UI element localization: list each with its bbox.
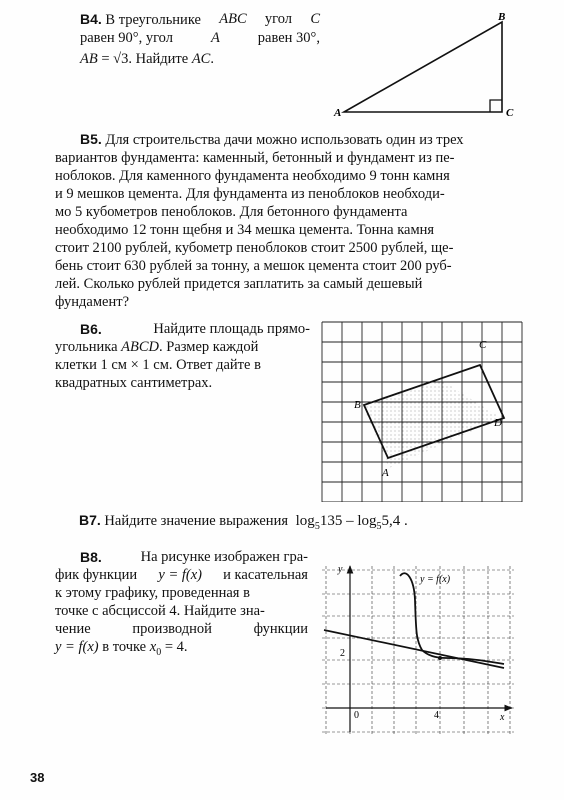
log-arg-1: 135	[319, 513, 343, 529]
tangent-point	[438, 656, 442, 660]
math-fx: y = f(x)	[158, 567, 202, 583]
text-line: необходимо 12 тонн щебня и 34 мешка цемента. Тонна камня	[55, 222, 435, 238]
label-a: A	[334, 107, 342, 119]
page-number: 38	[30, 770, 45, 785]
text-line: фундамент?	[55, 294, 130, 310]
triangle-figure	[330, 8, 530, 123]
label-b: B	[354, 399, 361, 411]
text-line: Для строительства дачи можно использовать один из трех	[105, 132, 464, 148]
right-angle-mark	[490, 100, 502, 112]
problem-number: B4.	[80, 11, 102, 27]
problem-text: В треугольнике	[105, 12, 201, 28]
label-c: C	[506, 107, 514, 119]
problem-number: B5.	[80, 131, 102, 147]
math-x0	[149, 639, 162, 658]
label-d: D	[494, 417, 502, 429]
log-base-2: 5	[376, 521, 382, 532]
grid-rectangle-figure	[318, 318, 528, 502]
tick-label-y: 2	[340, 648, 345, 659]
problem-text: квадратных сантиметрах.	[55, 375, 213, 391]
problem-number: B8.	[80, 549, 102, 565]
problem-number: B6.	[80, 321, 102, 337]
math-ab: AB	[80, 51, 98, 67]
problem-text: угольника	[55, 339, 118, 355]
text-line: вариантов фундамента: каменный, бетонный и фундамент из пе-	[55, 150, 455, 166]
axis-label-x: x	[500, 712, 505, 723]
text-line: бень стоит 630 рублей за тонну, а мешок цемента стоит 200 руб-	[55, 258, 452, 274]
problem-text: точке с абсциссой 4. Найдите зна-	[55, 603, 265, 619]
problem-text: = 4.	[164, 639, 188, 655]
log-arg-2: 5,4	[381, 513, 401, 529]
problem-b6	[55, 320, 310, 392]
axis-label-y: y	[338, 564, 343, 575]
problem-text: Найдите значение выражения	[104, 513, 289, 529]
punct: .	[210, 51, 214, 67]
problem-b4	[80, 10, 320, 68]
log-1: log	[295, 513, 315, 529]
problem-text: в точке	[102, 639, 147, 655]
tangent-line	[324, 630, 504, 668]
shaded-area	[363, 380, 501, 468]
label-c: C	[479, 339, 487, 351]
math-eq: =	[101, 51, 110, 67]
function-graph-figure	[318, 560, 518, 738]
problem-b8	[55, 548, 308, 662]
problem-text: и касательная	[223, 567, 308, 583]
minus-sign: –	[346, 513, 354, 529]
math-abc: ABC	[219, 11, 247, 27]
math-ac: AC	[191, 51, 211, 67]
problem-text: На рисунке изображен гра-	[140, 549, 308, 565]
tick-label-x: 4	[434, 710, 439, 721]
text-line: и 9 мешков цемента. Для фундамента из пеноблоков необходи-	[55, 186, 445, 202]
triangle-abc	[344, 22, 502, 112]
problem-text: к этому графику, проведенная в	[55, 585, 250, 601]
x0-var: x	[149, 639, 157, 655]
problem-text: фик функции	[55, 567, 138, 583]
problem-text: . Размер каждой	[159, 339, 259, 355]
problem-text: равен 90°, угол	[80, 30, 173, 46]
problem-text: чение производной функции	[55, 621, 308, 637]
math-a: A	[210, 30, 220, 46]
math-fx: y = f(x)	[55, 639, 99, 655]
problem-text: Найдите площадь прямо-	[153, 321, 310, 337]
math-c: C	[310, 11, 320, 27]
curve-label: y = f(x)	[420, 574, 451, 585]
problem-text: . Найдите	[128, 51, 189, 67]
text-line: мо 5 кубометров пеноблоков. Для бетонного фундамента	[55, 204, 408, 220]
text-line: лей. Сколько рублей придется заплатить за самый дешевый	[55, 276, 423, 292]
log-base-1: 5	[314, 521, 320, 532]
math-sqrt3: √3	[113, 51, 129, 67]
problem-number: B7.	[79, 512, 101, 528]
problem-text: клетки 1 см × 1 см. Ответ дайте в	[55, 357, 261, 373]
function-curve	[400, 573, 504, 664]
x0-sub: 0	[156, 646, 162, 658]
problem-b7	[79, 510, 408, 537]
punct: .	[403, 513, 408, 529]
label-a: A	[382, 467, 389, 479]
log-2: log	[357, 513, 377, 529]
label-b: B	[498, 11, 506, 23]
problem-text: угол	[264, 11, 293, 27]
text-line: ноблоков. Для каменного фундамента необходимо 9 тонн камня	[55, 168, 450, 184]
problem-b5	[55, 130, 507, 311]
problem-text: равен 30°,	[257, 30, 320, 46]
text-line: стоит 2100 рублей, кубометр пеноблоков стоит 2500 рублей, ще-	[55, 240, 454, 256]
math-abcd: ABCD	[121, 339, 160, 355]
math-expression	[295, 513, 408, 532]
origin-label: 0	[354, 710, 359, 721]
